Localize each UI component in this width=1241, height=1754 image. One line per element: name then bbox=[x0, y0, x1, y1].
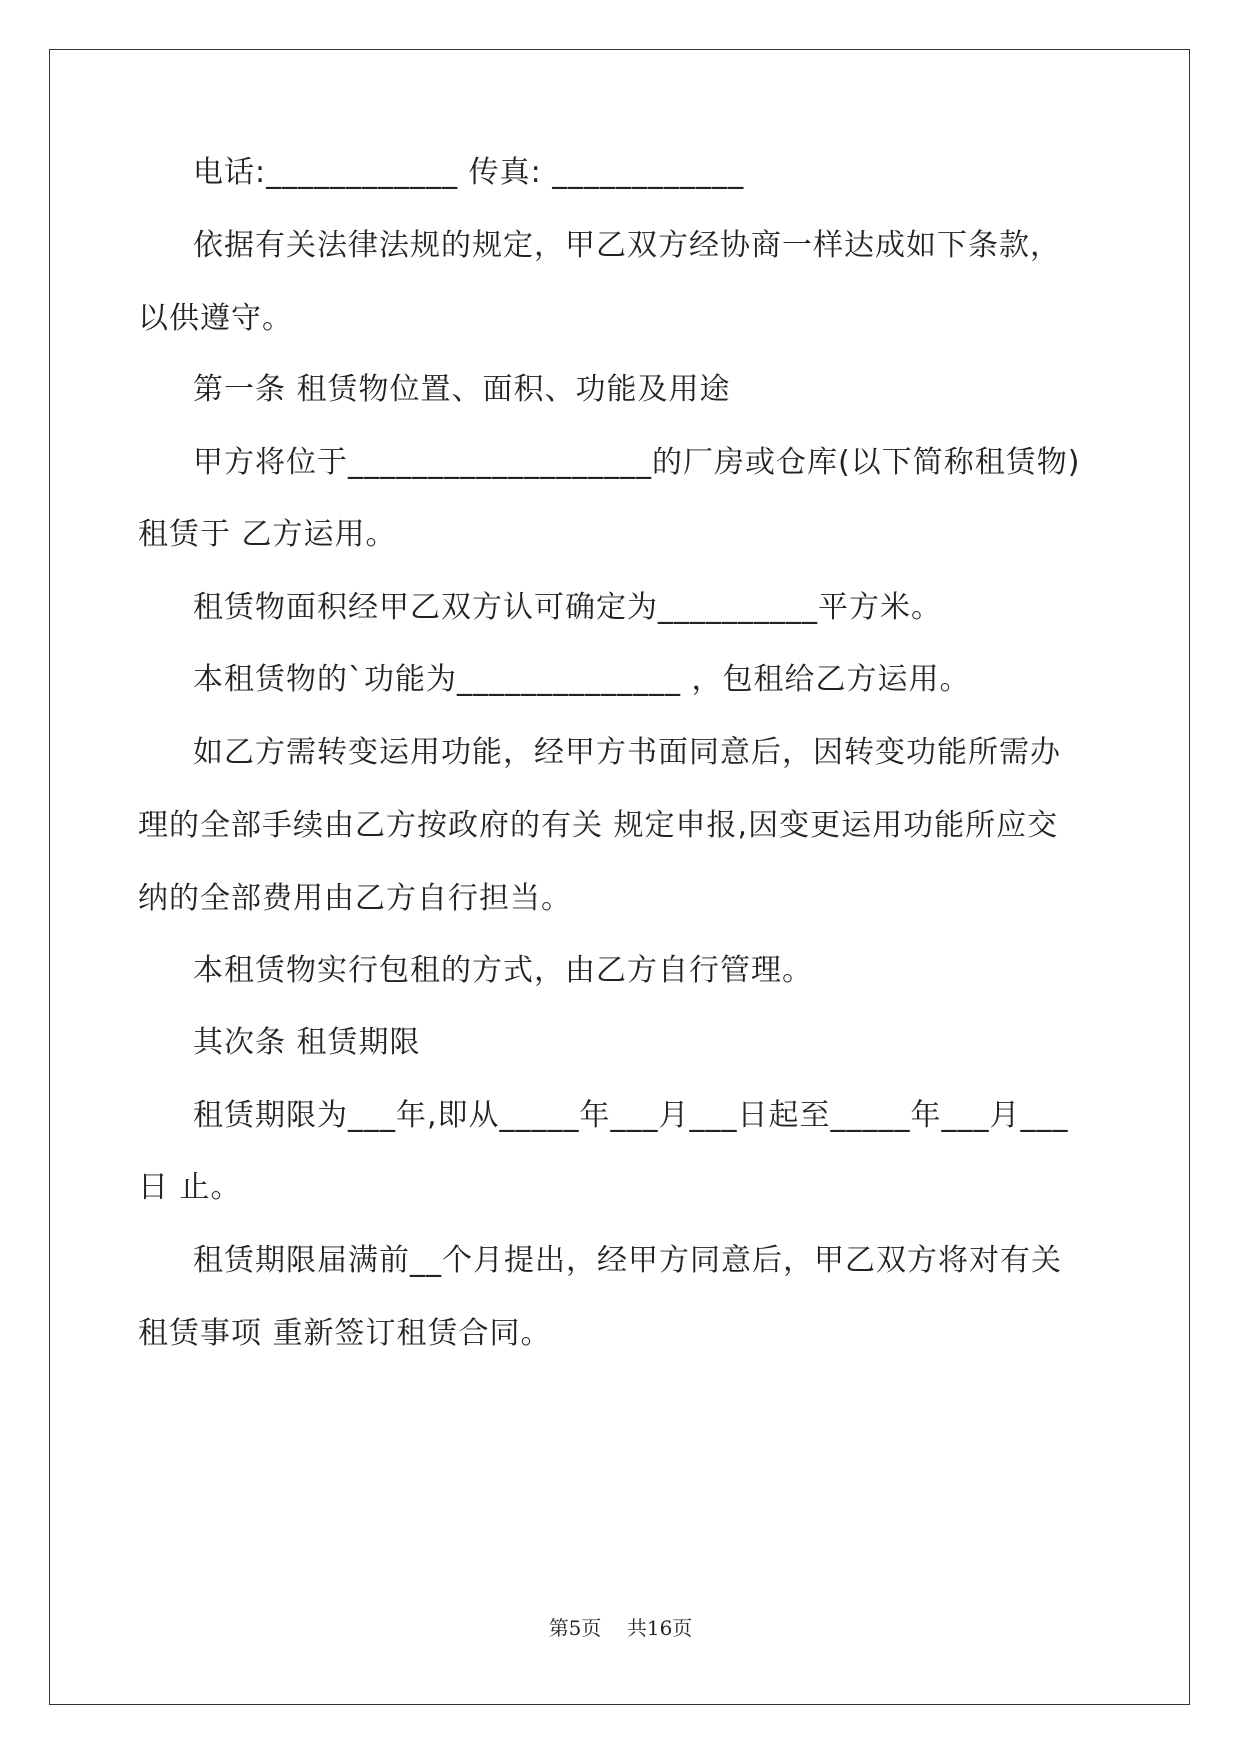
paragraph-line: 租赁事项 重新签订租赁合同。 bbox=[138, 1316, 552, 1351]
paragraph-line: 纳的全部费用由乙方自行担当。 bbox=[138, 881, 572, 916]
section-heading: 其次条 租赁期限 bbox=[193, 1025, 421, 1060]
paragraph-line: 依据有关法律法规的规定，甲乙双方经协商一样达成如下条款， bbox=[193, 228, 1061, 263]
paragraph-line: 日 止。 bbox=[138, 1170, 242, 1205]
paragraph-line: 以供遵守。 bbox=[138, 301, 293, 336]
contact-line: 电话:____________ 传真: ____________ bbox=[193, 155, 745, 190]
paragraph-line: 租赁物面积经甲乙双方认可确定为__________平方米。 bbox=[193, 590, 942, 625]
page-number: 第5页 bbox=[548, 1616, 602, 1640]
paragraph-line: 租赁期限为___年,即从_____年___月___日起至_____年___月___ bbox=[193, 1098, 1069, 1133]
paragraph-line: 租赁于 乙方运用。 bbox=[138, 517, 397, 552]
paragraph-line: 本租赁物实行包租的方式，由乙方自行管理。 bbox=[193, 953, 813, 988]
page-footer bbox=[0, 1612, 1241, 1641]
paragraph-line: 租赁期限届满前__个月提出，经甲方同意后，甲乙双方将对有关 bbox=[193, 1243, 1062, 1278]
paragraph-line: 理的全部手续由乙方按政府的有关 规定申报,因变更运用功能所应交 bbox=[138, 808, 1059, 843]
paragraph-line: 甲方将位于___________________的厂房或仓库(以下简称租赁物) bbox=[193, 445, 1081, 480]
page-total: 共16页 bbox=[626, 1616, 693, 1640]
paragraph-line: 本租赁物的`功能为______________ ，包租给乙方运用。 bbox=[193, 662, 971, 697]
section-heading: 第一条 租赁物位置、面积、功能及用途 bbox=[193, 372, 731, 407]
paragraph-line: 如乙方需转变运用功能，经甲方书面同意后，因转变功能所需办 bbox=[193, 735, 1061, 770]
